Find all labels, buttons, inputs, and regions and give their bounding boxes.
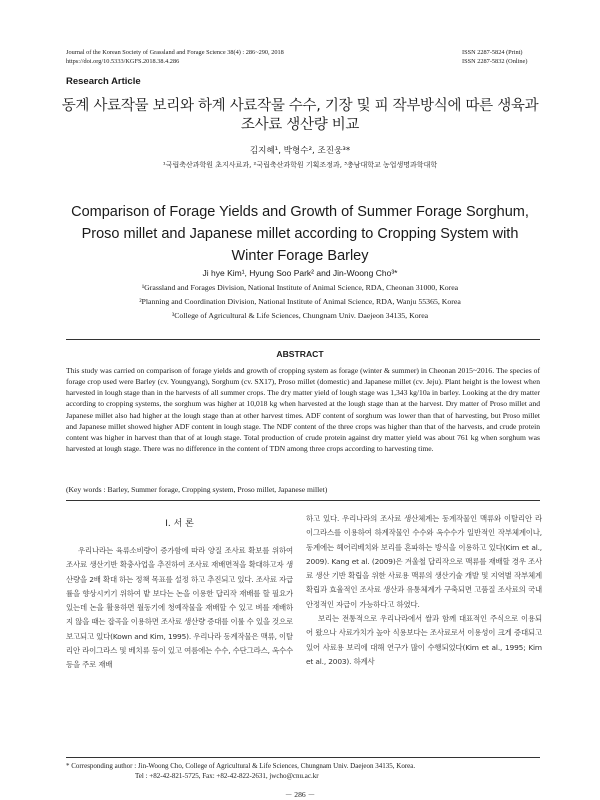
- affiliation-1: ¹Grassland and Forages Division, National Institute of Animal Science, RDA, Cheonan 31000, Korea: [141, 283, 459, 292]
- introduction-paragraph-2: 보리는 전통적으로 우리나라에서 쌀과 함께 대표적인 주식으로 이용되어 왔으나 사료가치가 높아 식용보다는 조사료로서 이용성이 크게 증대되고 있어 사료용 보리에 대해 연구가 많이 수행되었다(Kim et al., 1995; Kim et al., 2003). 하계사: [306, 614, 542, 666]
- page-number: － 286 －: [284, 790, 316, 799]
- english-title-line2: Proso millet and Japanese millet according to Cropping System with: [81, 226, 519, 242]
- footnote-rule: [66, 757, 540, 758]
- affiliation-2: ²Planning and Coordination Division, National Institute of Animal Science, RDA, Wanju 55365, Korea: [139, 297, 461, 306]
- introduction-right-column: [306, 512, 542, 669]
- korean-affiliations: ¹국립축산과학원 초지사료과, ²국립축산과학원 기획조정과, ³충남대학교 농업생명과학대학: [162, 161, 438, 169]
- keywords: (Key words : Barley, Summer forage, Cropping system, Proso millet, Japanese millet): [66, 485, 328, 494]
- abstract-heading: ABSTRACT: [276, 349, 324, 359]
- korean-title-line1: 동계 사료작물 보리와 하계 사료작물 수수, 기장 및 피 작부방식에 따른 생육과: [61, 98, 539, 114]
- introduction-paragraph-1: 하고 있다. 우리나라의 조사료 생산체계는 동계작물인 맥류와 이탈리안 라이그라스를 이용하여 하계작물인 수수와 옥수수가 일반적인 작부체계이나, 동계에는 헤어리베치와 보리를 혼파하는 방식을 이용하고 있다(Kim et al., 2009). Kang et al. (2009)은 겨울철 답리작으로 맥류를 재배할 경우 조사료 생산 기반 확립을 위한 사료용 맥류의 생산기술 개발 및 지역별 작부체계 확립과 효율적인 조사료 생산과 유통체계가 구축되면 고품질 조사료의 국내 안정적인 자급이 가능하다고 하였다.: [306, 514, 542, 609]
- footnote-author-line: * Corresponding author : Jin-Woong Cho, College of Agricultural & Life Sciences, Chungnam Univ. Daejeon 34135, Korea.: [66, 762, 416, 770]
- abstract-top-rule: [66, 339, 540, 340]
- korean-authors: 김지혜¹, 박형수², 조진웅³*: [249, 146, 351, 156]
- abstract-bottom-rule: [66, 500, 540, 501]
- english-title: [40, 201, 560, 267]
- korean-title-line2: 조사료 생산량 비교: [240, 117, 360, 133]
- journal-citation: Journal of the Korean Society of Grassland and Forage Science 38(4) : 286~290, 2018: [66, 49, 284, 56]
- abstract-body: This study was carried on comparison of forage yields and growth of cropping system as forage (winter & summer) in Cheonan 2015~2016. The species of forage crop used were Barley (cv. Youngyang), Sorghum (cv. SX17), Proso millet (domestic) and Japanese millet (cv. Jeju). Plant height is the lowest when harvested in lough stage than in the harvests of all summer crops. The dry matter yield of lough stage was 1,343 kg/10a in barley. Looking at the dry matter according to cropping systems, the sorghum was higher at 10,018 kg when harvested at the lough stage than at the harvest. Dry matter of Proso millet and Japanese millet also had higher at the lough stage than at other harvest times. ADF content of sorghum was lower than that of harvesting, but Proso millet and Japanese millet showed higher ADF content in lough stage. The NDF content of the three crops was higher than that of the harvests, and crude protein content was higher in harvest than that of at lough stage. Total production of crude protein against dry matter yield was about 761 kg when sorghum was harvested at lough stage. There was no difference in the content of TDN among three crops according to harvesting time.: [66, 366, 540, 454]
- article-type-label: Research Article: [66, 76, 141, 87]
- footnote-contact-line[interactable]: Tel : +82-42-821-5725, Fax: +82-42-822-2631, jwcho@cnu.ac.kr: [135, 772, 319, 781]
- doi-link[interactable]: https://doi.org/10.5333/KGFS.2018.38.4.286: [66, 58, 180, 65]
- english-title-line3: Winter Forage Barley: [231, 248, 369, 264]
- introduction-heading: Ⅰ. 서 론: [165, 519, 194, 529]
- corresponding-author-footnote: [66, 761, 540, 782]
- issn-online: ISSN 2287-5832 (Online): [462, 58, 528, 65]
- introduction-left-column: 우리나라는 육류소비량이 증가함에 따라 양질 조사료 확보를 위하여 조사료 생산기반 확충사업을 추진하여 조사료 재배면적을 확대하고자 생산량을 2배 확대 하는 정책 목표를 설정 하고 추진되고 있다. 조사료 자급률을 향상시키기 위하여 밭 보다는 논을 이용한 답리작 재배를 할 필요가 있는데 논을 활용하면 월동기에 청예작물을 재배할 수 있고 벼를 재배하지 않을 때는 잡곡을 이용하면 조사료 생산량 증대를 이룰 수 있을 것으로 보고되고 있다(Kown and Kim, 1995). 우리나라 동계작물은 맥류, 이탈리안 라이그라스 및 베치류 등이 있고 여름에는 수수, 수단그라스, 옥수수 등을 주로 재배: [66, 546, 293, 670]
- affiliation-3: ³College of Agricultural & Life Sciences, Chungnam Univ. Daejeon 34135, Korea: [171, 311, 429, 320]
- issn-block: [462, 48, 527, 66]
- english-authors: Ji hye Kim¹, Hyung Soo Park² and Jin-Woong Cho³*: [202, 268, 398, 278]
- issn-print: ISSN 2287-5824 (Print): [462, 49, 523, 56]
- journal-header: [66, 48, 284, 66]
- korean-title: [40, 97, 560, 135]
- english-title-line1: Comparison of Forage Yields and Growth of Summer Forage Sorghum,: [71, 204, 529, 220]
